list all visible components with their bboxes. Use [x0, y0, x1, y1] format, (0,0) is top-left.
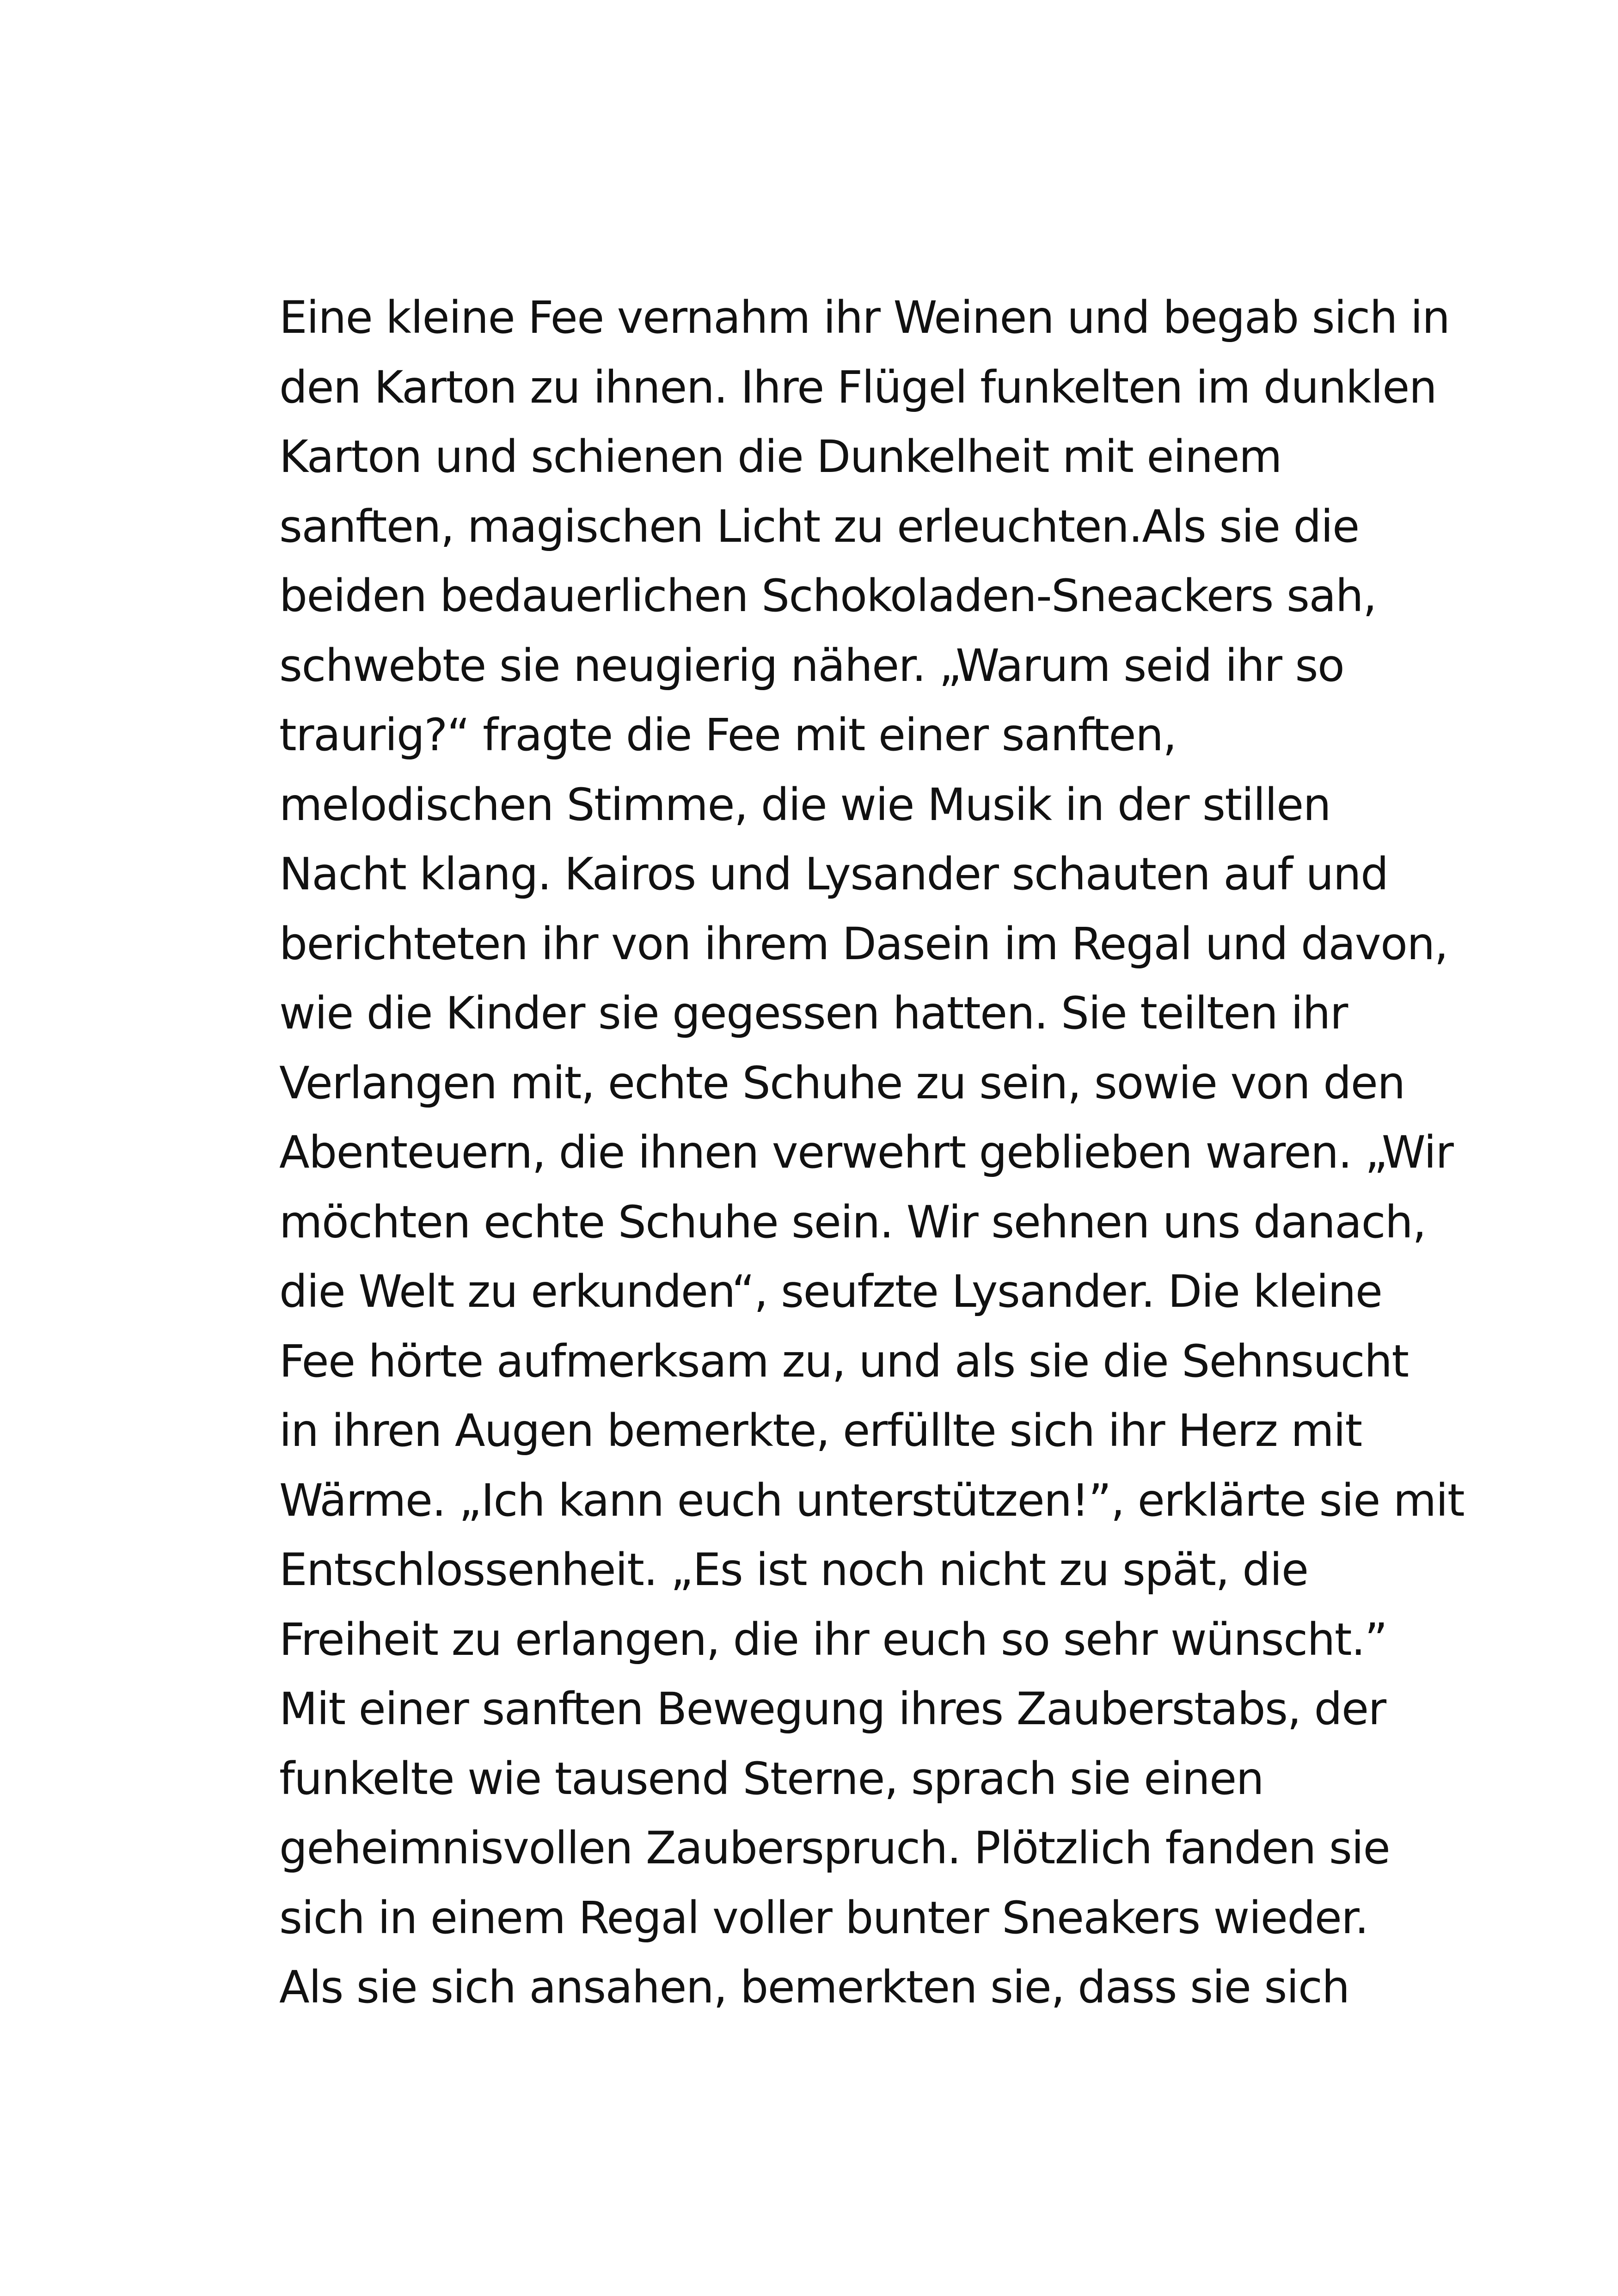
text-line: Wärme. „Ich kann euch unterstützen!”, erklärte sie mit [279, 1474, 1465, 1526]
text-line: berichteten ihr von ihrem Dasein im Regal und davon, [279, 918, 1448, 970]
text-line: Verlangen mit, echte Schuhe zu sein, sowie von den [279, 1057, 1405, 1109]
text-line: die Welt zu erkunden“, seufzte Lysander. Die kleine [279, 1266, 1382, 1317]
text-line: in ihren Augen bemerkte, erfüllte sich ihr Herz mit [279, 1405, 1362, 1457]
text-line: sich in einem Regal voller bunter Sneakers wieder. [279, 1892, 1368, 1944]
text-line: Karton und schienen die Dunkelheit mit einem [279, 431, 1282, 483]
text-line: beiden bedauerlichen Schokoladen-Sneackers sah, [279, 570, 1377, 622]
text-line: funkelte wie tausend Sterne, sprach sie einen [279, 1752, 1264, 1805]
story-paragraph [279, 283, 1465, 2022]
text-line: Nacht klang. Kairos und Lysander schauten auf und [279, 848, 1388, 900]
text-line: den Karton zu ihnen. Ihre Flügel funkelten im dunklen [279, 361, 1437, 413]
text-line: schwebte sie neugierig näher. „Warum seid ihr so [279, 639, 1344, 692]
text-line: Als sie sich ansahen, bemerkten sie, dass sie sich [279, 1961, 1349, 2013]
text-line: melodischen Stimme, die wie Musik in der stillen [279, 778, 1331, 831]
text-line: Eine kleine Fee vernahm ihr Weinen und begab sich in [279, 292, 1450, 343]
text-line: traurig?“ fragte die Fee mit einer sanften, [279, 709, 1177, 761]
text-line: möchten echte Schuhe sein. Wir sehnen uns danach, [279, 1196, 1426, 1248]
text-line: Freiheit zu erlangen, die ihr euch so sehr wünscht.” [279, 1613, 1387, 1665]
text-line: Mit einer sanften Bewegung ihres Zauberstabs, der [279, 1683, 1386, 1735]
text-line: Entschlossenheit. „Es ist noch nicht zu spät, die [279, 1544, 1308, 1596]
text-line: Fee hörte aufmerksam zu, und als sie die Sehnsucht [279, 1335, 1409, 1387]
text-line: sanften, magischen Licht zu erleuchten.Als sie die [279, 500, 1359, 552]
text-line: wie die Kinder sie gegessen hatten. Sie teilten ihr [279, 987, 1348, 1039]
text-line: geheimnisvollen Zauberspruch. Plötzlich fanden sie [279, 1822, 1390, 1874]
text-line: Abenteuern, die ihnen verwehrt geblieben waren. „Wir [279, 1127, 1453, 1178]
